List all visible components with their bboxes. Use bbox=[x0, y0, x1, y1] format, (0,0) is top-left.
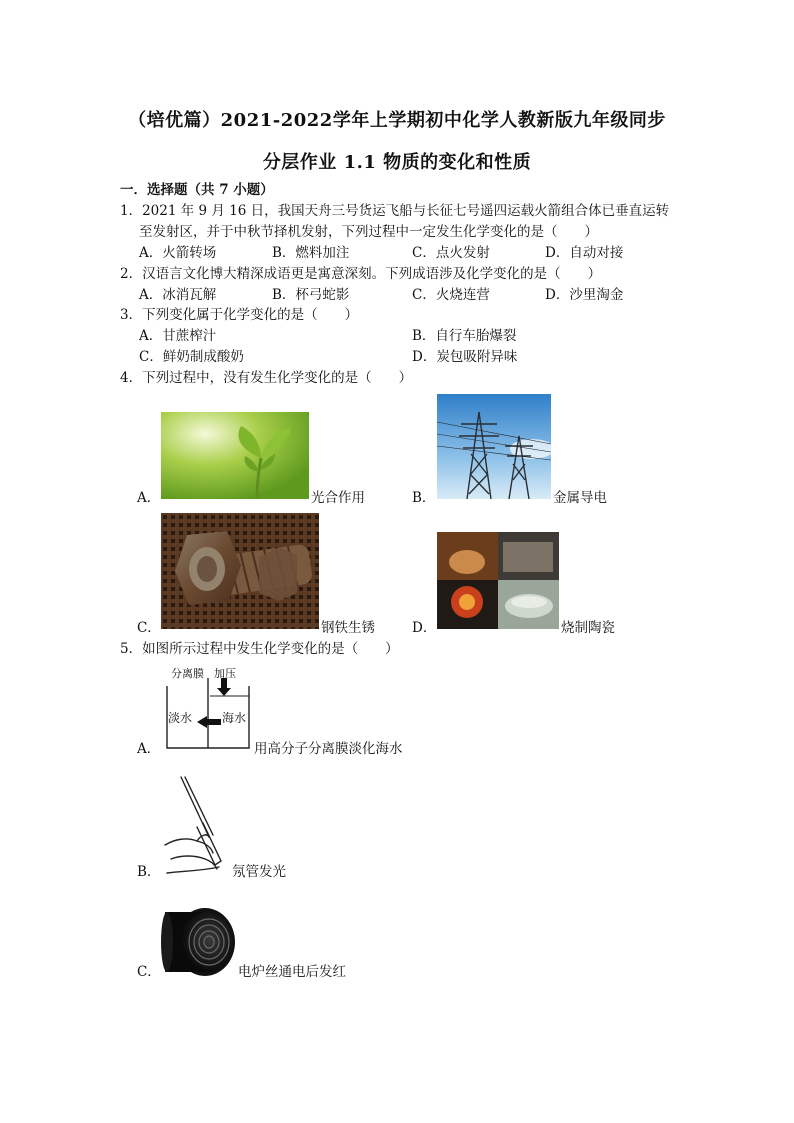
q2-option-b[interactable]: B．杯弓蛇影 bbox=[272, 287, 350, 303]
q5-stem: 5．如图所示过程中发生化学变化的是（ ） bbox=[120, 641, 399, 657]
q4-option-d-caption: 烧制陶瓷 bbox=[561, 620, 615, 636]
q1-option-b[interactable]: B．燃料加注 bbox=[272, 245, 350, 261]
q4-option-c-caption: 钢铁生锈 bbox=[321, 620, 375, 636]
rusty-bolt-image bbox=[161, 513, 319, 629]
q5-option-c-caption: 电炉丝通电后发红 bbox=[238, 964, 346, 980]
plant-sprout-image bbox=[161, 412, 309, 499]
q2-option-a[interactable]: A．冰消瓦解 bbox=[139, 287, 217, 303]
q3-option-b[interactable]: B．自行车胎爆裂 bbox=[412, 328, 517, 344]
q4-option-a-caption: 光合作用 bbox=[311, 490, 365, 506]
q4-option-d-label[interactable]: D． bbox=[412, 620, 437, 636]
q4-option-b-caption: 金属导电 bbox=[553, 490, 607, 506]
power-tower-image bbox=[437, 394, 551, 499]
diagram-label-pressure: 加压 bbox=[214, 667, 236, 680]
q2-option-d[interactable]: D．沙里淘金 bbox=[545, 287, 624, 303]
q3-stem: 3．下列变化属于化学变化的是（ ） bbox=[120, 307, 359, 323]
q2-option-c[interactable]: C．火烧连营 bbox=[412, 287, 490, 303]
electric-stove-image bbox=[161, 902, 237, 980]
q4-stem: 4．下列过程中，没有发生化学变化的是（ ） bbox=[120, 370, 413, 386]
diagram-label-fresh-water: 淡水 bbox=[168, 711, 193, 725]
q1-option-a[interactable]: A．火箭转场 bbox=[139, 245, 217, 261]
diagram-label-membrane: 分离膜 bbox=[171, 667, 204, 680]
title-line-1: （培优篇）2021-2022学年上学期初中化学人教新版九年级同步 bbox=[128, 110, 666, 131]
diagram-label-seawater: 海水 bbox=[222, 711, 247, 725]
q4-option-a-label[interactable]: A． bbox=[137, 490, 161, 506]
q1-stem-line-1: 1．2021 年 9 月 16 日，我国天舟三号货运飞船与长征七号遥四运载火箭组合体已垂直运转 bbox=[120, 203, 670, 219]
neon-tester-hand-image bbox=[161, 775, 231, 879]
section-heading: 一．选择题（共 7 小题） bbox=[120, 182, 274, 198]
q1-option-c[interactable]: C．点火发射 bbox=[412, 245, 490, 261]
q5-option-b-label[interactable]: B． bbox=[137, 864, 161, 880]
pottery-image bbox=[437, 532, 559, 629]
q5-option-c-label[interactable]: C． bbox=[137, 964, 161, 980]
q3-option-a[interactable]: A．甘蔗榨汁 bbox=[139, 328, 217, 344]
q2-stem: 2．汉语言文化博大精深成语更是寓意深刻。下列成语涉及化学变化的是（ ） bbox=[120, 266, 602, 282]
q5-option-b-caption: 氖管发光 bbox=[232, 864, 286, 880]
q3-option-c[interactable]: C．鲜奶制成酸奶 bbox=[139, 349, 244, 365]
title-line-2: 分层作业 1.1 物质的变化和性质 bbox=[262, 152, 532, 173]
q3-option-d[interactable]: D．炭包吸附异味 bbox=[412, 349, 518, 365]
q4-option-b-label[interactable]: B． bbox=[412, 490, 436, 506]
q5-option-a-caption: 用高分子分离膜淡化海水 bbox=[254, 741, 403, 757]
q1-stem-line-2: 至发射区，并于中秋节择机发射，下列过程中一定发生化学变化的是（ ） bbox=[139, 224, 598, 240]
q1-option-d[interactable]: D．自动对接 bbox=[545, 245, 624, 261]
q4-option-c-label[interactable]: C． bbox=[137, 620, 161, 636]
q5-option-a-label[interactable]: A． bbox=[137, 741, 161, 757]
